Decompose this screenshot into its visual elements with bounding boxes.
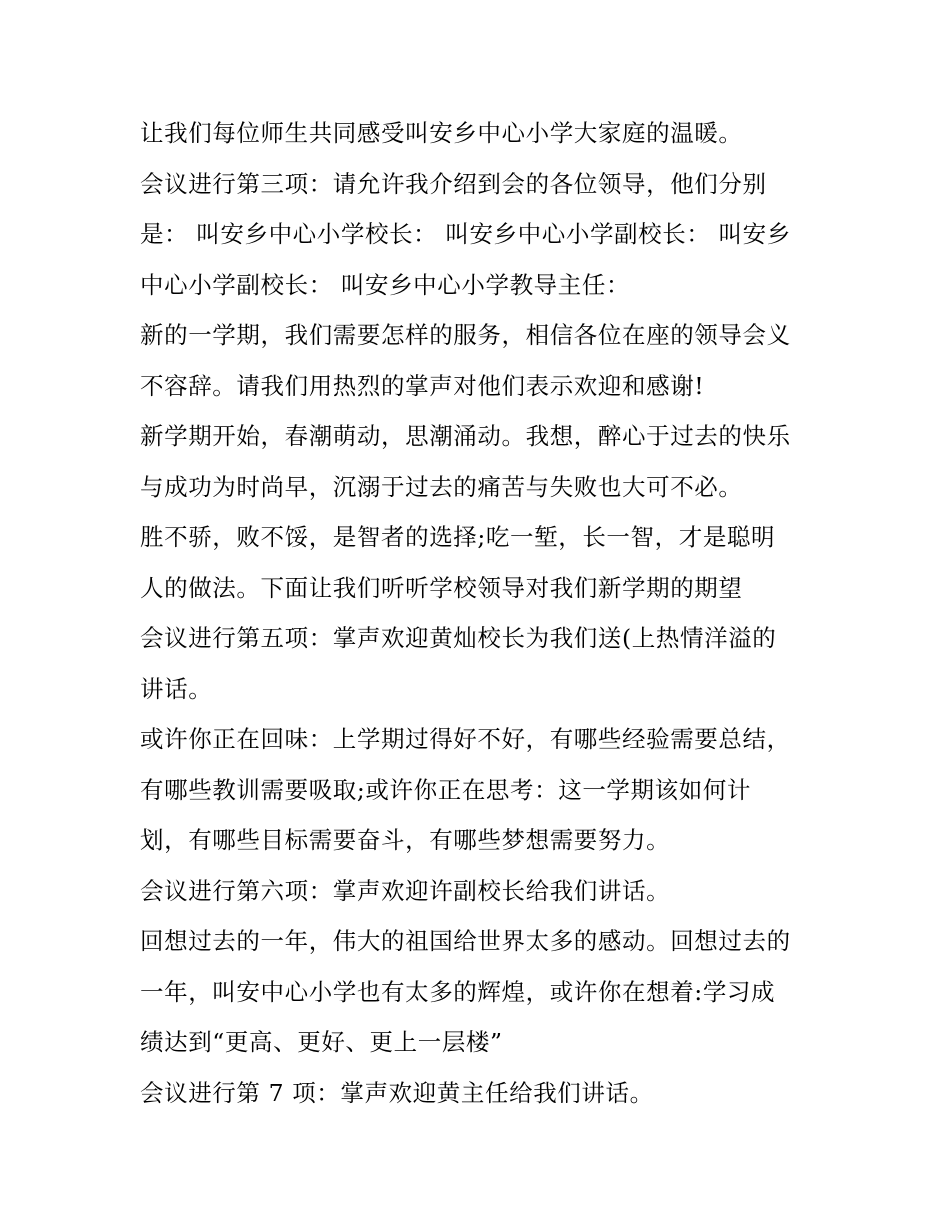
text-line: 回想过去的一年，伟大的祖国给世界太多的感动。回想过去的 <box>140 927 791 955</box>
text-line: 人的做法。下面让我们听听学校领导对我们新学期的期望 <box>140 573 743 602</box>
text-line: 或许你正在回味：上学期过得好不好，有哪些经验需要总结， <box>140 725 791 753</box>
text-line: 中心小学副校长： 叫安乡中心小学教导主任： <box>140 270 631 299</box>
text-line: 会议进行第三项：请允许我介绍到会的各位领导，他们分别 <box>140 169 767 198</box>
text-line: 不容辞。请我们用热烈的掌声对他们表示欢迎和感谢! <box>140 371 705 400</box>
body-text <box>140 108 830 1118</box>
text-line: 有哪些教训需要吸取;或许你正在思考：这一学期该如何计 <box>140 775 752 804</box>
text-line: 让我们每位师生共同感受叫安乡中心小学大家庭的温暖。 <box>140 119 743 147</box>
text-line: 新的一学期，我们需要怎样的服务，相信各位在座的领导会义 <box>140 321 791 349</box>
text-line: 是： 叫安乡中心小学校长： 叫安乡中心小学副校长： 叫安乡 <box>140 220 791 248</box>
text-line: 胜不骄，败不馁，是智者的选择;吃一堑，长一智，才是聪明 <box>140 523 776 551</box>
text-line: 与成功为时尚早，沉溺于过去的痛苦与失败也大可不必。 <box>140 472 743 501</box>
text-line: 会议进行第五项：掌声欢迎黄灿校长为我们送(上热情洋溢的 <box>140 624 777 652</box>
text-line: 绩达到“更高、更好、更上一层楼” <box>140 1028 503 1056</box>
text-line: 会议进行第 7 项：掌声欢迎黄主任给我们讲话。 <box>140 1078 654 1107</box>
text-line: 会议进行第六项：掌声欢迎许副校长给我们讲话。 <box>140 876 671 905</box>
text-line: 讲话。 <box>140 674 213 703</box>
text-line: 一年，叫安中心小学也有太多的辉煌，或许你在想着:学习成 <box>140 977 776 1006</box>
text-line: 新学期开始，春潮萌动，思潮涌动。我想，醉心于过去的快乐 <box>140 422 791 450</box>
text-line: 划，有哪些目标需要奋斗，有哪些梦想需要努力。 <box>140 826 671 854</box>
